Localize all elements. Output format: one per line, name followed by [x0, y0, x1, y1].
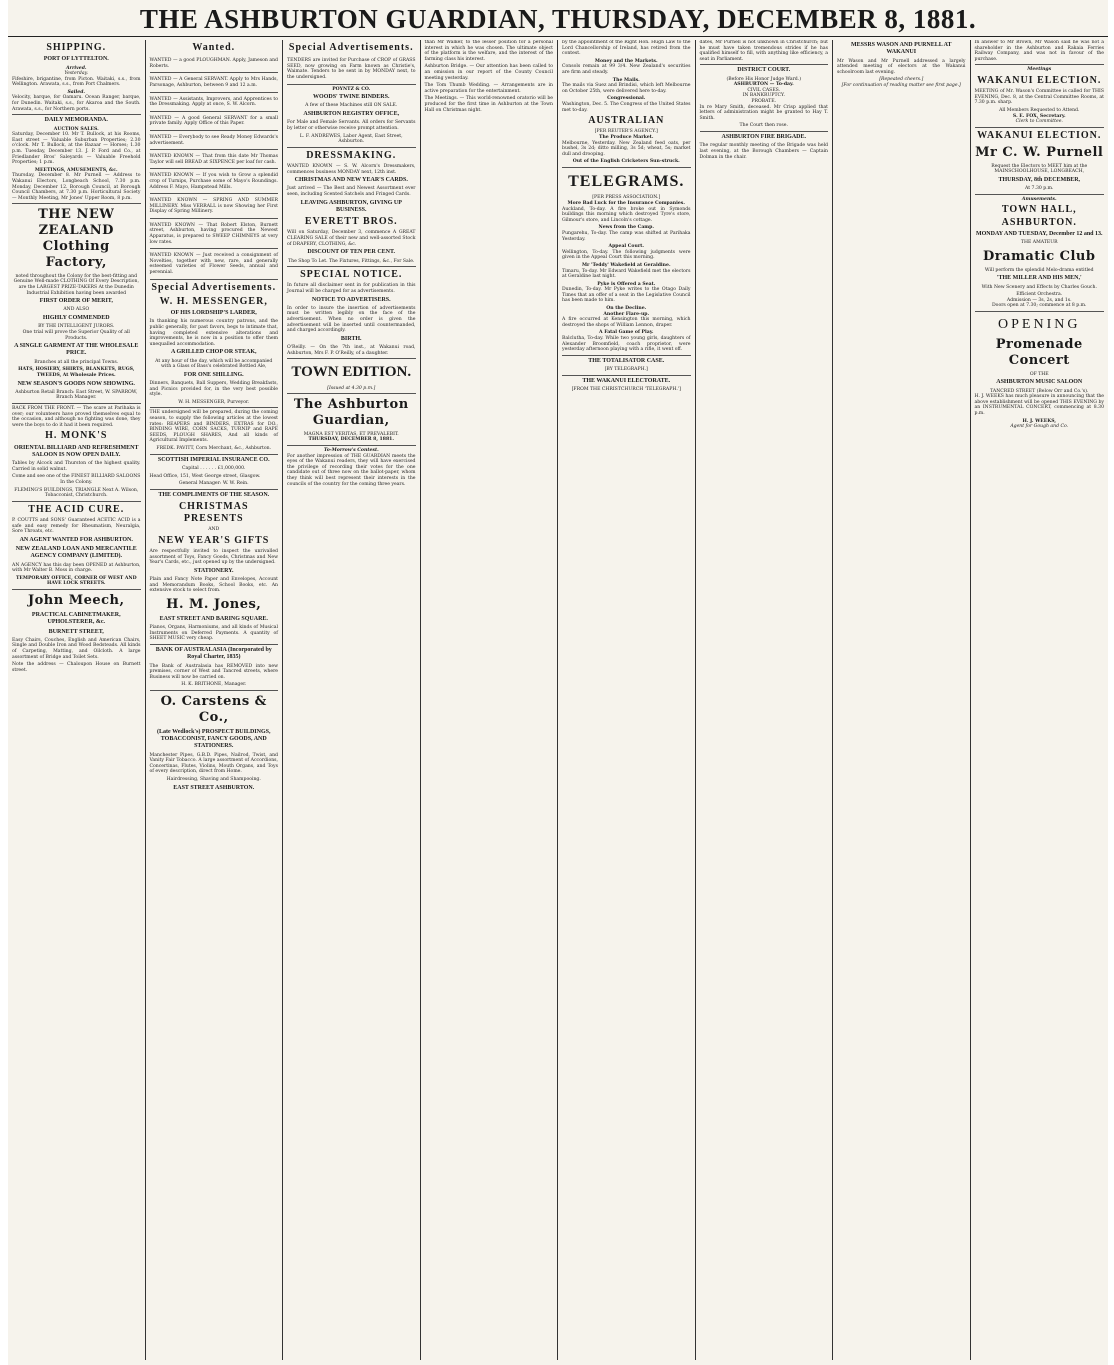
- purnell-text: Request the Electors to MEET him at the MAINSCHOOLHOUSE, LONGBEACH,: [991, 163, 1088, 175]
- undersigned-text: THE undersigned will be prepared, during the coming season, to supply the following articles at the lowest rates: REAPERS and BINDERS, EXTRAS for DO., BINDING WIRE, CORN SACKS, TURNIP and RAPE SEEDS, PLOUGH SHARES, And all kinds of Agricultural Implements.: [149, 410, 278, 444]
- money-text: Consols remain at 99 3/4. New Zealand's securities are firm and steady.: [562, 64, 691, 75]
- flare-text: A fire occurred at Kensington this morning, which destroyed the shops of William Lennon, draper.: [562, 317, 691, 328]
- divider: [287, 266, 416, 267]
- wakanui-electorate-heading: THE WAKANUI ELECTORATE.: [582, 377, 671, 384]
- come-see-text: Come and see one of the FINEST BILLIARD SALOONS In the Colony.: [12, 474, 141, 485]
- dressmaking-heading: DRESSMAKING.: [306, 149, 397, 161]
- pyke-heading: Pyke is Offered a Seat.: [597, 281, 656, 287]
- divider: [700, 131, 829, 132]
- meetings-text: Thursday, December 8. Mr Purnell — Address to Wakanui Electors, Longbeach School, 7.30 p.m. Monday, December 12. Borough Council, at Borough Council Chambers, at 7.30 p.m. Horticultural Society — Monthly Meeting, Mr Jones' Upper Room, 8 p.m.: [12, 173, 141, 201]
- john-meech-heading: John Meech,: [27, 593, 125, 609]
- date-line: THURSDAY, DECEMBER 8, 1881.: [308, 437, 394, 443]
- divider: [700, 64, 829, 65]
- everett-text: Will on Saturday, December 3, commence A GREAT CLEARING SALE of their new and well-assorted Stock of DRAPERY, CLOTHING, &c.: [287, 230, 416, 247]
- column-3: [283, 40, 421, 1360]
- tomorrow-heading: To-Morrow's Contest.: [323, 448, 379, 454]
- divider: [287, 445, 416, 446]
- column-5: [558, 40, 696, 1360]
- court-rose-line: The Court then rose.: [739, 123, 788, 129]
- xmas-cards-text: Just arrived — The Best and Newest Assortment ever seen, including Scented Satchels and Fringed Cards.: [287, 186, 416, 198]
- port-heading: PORT OF LYTTELTON.: [43, 56, 109, 63]
- reuter-label: [PER REUTER'S AGENCY.]: [594, 129, 658, 135]
- divider: [975, 311, 1105, 312]
- clothing-factory-heading: THE NEW ZEALAND Clothing Factory,: [38, 207, 115, 270]
- everett-heading: EVERETT BROS.: [304, 216, 398, 228]
- divider: [12, 589, 141, 590]
- teddy-text: Timaru, To-day. Mr Edward Wakefield met the electors at Geraldine last night.: [562, 268, 691, 280]
- columns: [8, 40, 1108, 1360]
- fire-brigade-heading: ASHBURTON FIRE BRIGADE.: [721, 134, 807, 141]
- divider: [975, 64, 1105, 65]
- fatal-text: Balclutha, To-day. While two young girls, daughters of Alexander Broomfield, coach proprietor, were yesterday afternoon playing with a rifle, it went off.: [562, 336, 691, 353]
- leader-text: For another impression of THE GUARDIAN meets the eyes of the Wakanui readers, they will have exercised the privilege of recording their votes for the one candidate out of three now on the ballot-paper, whom they think will best represent their interests in the councils of the country for the coming three years.: [287, 453, 416, 487]
- coutts-text: P. COUTTS and SONS' Guaranteed ACETIC ACID is a safe and easy remedy for Rheumatism, Neuralgia, Sore Throats, etc.: [12, 517, 141, 535]
- column-4: [421, 40, 559, 1360]
- divider: [12, 203, 141, 204]
- departures-text: Velocity, barque, for Oamaru. Ocean Ranger, barque, for Dunedin. Waitaki, s.s., for Akaroa and the South. Arawata, s.s., for Northern ports.: [12, 95, 141, 112]
- produce-heading: The Produce Market.: [599, 134, 654, 140]
- clothing-text: noted throughout the Colony for the best-fitting and Genuine Well-made CLOTHING Of Every Description, are the LARGEST PRIZE-TAKERS At the Dunedin Industrial Exhibition having been awarded: [13, 273, 139, 296]
- town-edition-heading: TOWN EDITION.: [291, 364, 412, 381]
- xmas-cards-heading: CHRISTMAS AND NEW YEAR'S CARDS.: [294, 177, 408, 184]
- carstens-heading: O. Carstens & Co.,: [160, 694, 267, 725]
- thursday-line: THURSDAY, 8th DECEMBER,: [998, 176, 1081, 183]
- new-year-heading: NEW YEAR'S GIFTS: [158, 535, 270, 546]
- auction-text: Saturday, December 10. Mr T. Bullock, at his Rooms, East street — Valuable Suburban Properties; 2.30 o'clock. Mr T. Bullock, at the Bazaar — Horses; 1.30 p.m. Tuesday, December 13. J. P. Ford and Co., at Friedlander Bros' Saleyards — Valuable Freehold Properties; 1 p.m.: [12, 132, 141, 166]
- wason-purnell-heading: MESSRS WASON AND PURNELL AT WAKANUI: [851, 42, 952, 56]
- divider: [150, 489, 279, 490]
- fatal-heading: A Fatal Game of Play.: [599, 330, 654, 336]
- meech-title: PRACTICAL CABINETMAKER, UPHOLSTERER, &c.: [31, 611, 121, 626]
- cricketers-heading: Out of the English Cricketers Sun-struck.: [572, 159, 680, 165]
- carstens-sub: (Late Wedlock's) PROSPECT BUILDINGS, TOBACCONIST, FANCY GOODS, AND STATIONERS.: [157, 728, 271, 750]
- divider: [562, 167, 691, 168]
- sailed-heading: Sailed.: [67, 89, 86, 95]
- memoranda-heading: DAILY MEMORANDA.: [44, 117, 108, 124]
- agency-text: AN AGENCY has this day been OPENED at Ashburton, with Mr Walter B. Moss in charge.: [12, 562, 141, 574]
- judges-label: BY THE INTELLIGENT JURORS.: [38, 324, 115, 330]
- wanted-ad: WANTED KNOWN — That from this date Mr Thomas Taylor will sell BREAD at SIXPENCE per loaf for cash.: [150, 152, 279, 169]
- district-court-heading: DISTRICT COURT.: [737, 67, 791, 74]
- auction-heading: AUCTION SALES.: [53, 126, 99, 132]
- motto: MAGNA EST VERITAS, ET PREVALEBIT.: [303, 431, 399, 437]
- wanted-ad: WANTED — a good PLOUGHMAN. Apply, Jameson and Roberts.: [150, 56, 279, 73]
- wanted-ad: WANTED KNOWN — If you wish to Grow a splendid crop of Turnips, Purchase some of Mayo's Roundings. Address F. Mayo, Hampstead Mills.: [150, 171, 279, 194]
- weeks-signature: H. J. WEEKS,: [1022, 418, 1056, 424]
- special-ads-heading: Special Advertisements.: [151, 281, 277, 293]
- purnell-heading: Mr C. W. Purnell: [975, 144, 1104, 160]
- yesterday-label: Yesterday.: [64, 71, 89, 77]
- bank-heading: BANK OF AUSTRALASIA (Incorporated by Royal Charter, 1835): [155, 647, 272, 661]
- scottish-heading: SCOTTISH IMPERIAL INSURANCE CO.: [157, 456, 270, 463]
- bad-luck-heading: More Bad Luck for the Insurance Companies.: [567, 200, 685, 206]
- clerk-line: Clerk to Committee.: [1015, 119, 1063, 125]
- fox-signature: S. E. FOX, Secretary.: [1012, 113, 1066, 119]
- poyntz-line: POYNTZ & CO.: [332, 86, 371, 92]
- wanted-ad: WANTED — Everybody to see Ready Money Edwards's advertisement.: [150, 133, 279, 150]
- bridge-text: Ashburton Bridge. — Our attention has been called to an omission in our report of the County Council meeting yesterday.: [424, 64, 553, 81]
- notice-advertisers-heading: NOTICE TO ADVERTISERS.: [311, 296, 391, 303]
- probate-heading: PROBATE.: [751, 99, 777, 105]
- australian-heading: AUSTRALIAN: [588, 115, 665, 127]
- press-label: [PER PRESS ASSOCIATION.]: [592, 195, 661, 201]
- telegrams-heading: TELEGRAMS.: [568, 172, 685, 190]
- agent-heading: AN AGENT WANTED FOR ASHBURTON.: [19, 536, 133, 543]
- carstens-text: Manchester Pipes, G.B.D. Pipes, Nailrod, Twist, and Vanity Fair Tobacco. A large assortment of Accordions, Concertinas, Flutes, Violins, Mouth Organs, and Toys of every description, direct from Home.: [149, 752, 278, 775]
- messiah-text: The Meetings. — This world-renowned oratorio will be produced for the first time in Ashburton at the Town Hall on Christmas night.: [424, 96, 553, 113]
- column-7: [833, 40, 971, 1360]
- wakanui-election-heading: WAKANUI ELECTION.: [977, 74, 1102, 86]
- notice-advertisers-text: In order to insure the insertion of advertisements must be written legibly on the face of the advertisement. When no order is given the advertisement will be inserted until countermanded, and charged accordingly.: [287, 305, 416, 334]
- divider: [12, 501, 141, 502]
- divider: [975, 127, 1105, 128]
- congress-text: Washington, Dec. 5. The Congress of the United States met to-day.: [562, 101, 691, 113]
- meech-text: Easy Chairs, Couches, English and American Chairs, Single and Double Iron and Wood Bedsteads. All kinds of Carpeting, Matting, and Oilcloth. A large assortment of Bridge and Toilet Sets.: [12, 637, 141, 660]
- and-also-label: AND ALSO: [63, 307, 90, 313]
- appeal-heading: Appeal Court.: [608, 244, 644, 250]
- divider: [150, 407, 279, 408]
- miller-title: 'THE MILLER AND HIS MEN,': [996, 275, 1082, 282]
- by-telegraph-label: [BY TELEGRAPH.]: [604, 367, 648, 373]
- single-garment-heading: A SINGLE GARMENT AT THE WHOLESALE PRICE.: [14, 343, 139, 357]
- acid-cure-heading: THE ACID CURE.: [28, 503, 125, 515]
- dinners-text: Dinners, Banquets, Ball Suppers, Wedding Breakfasts, and Picnics provided for, in the very best possible style.: [149, 381, 278, 398]
- buildings-text: FLEMING'S BUILDINGS, TRIANGLE Next A. Wilson, Tobacconist, Christchurch.: [14, 487, 139, 499]
- compliments-heading: THE COMPLIMENTS OF THE SEASON.: [158, 491, 270, 498]
- shipping-heading: SHIPPING.: [46, 42, 107, 53]
- of-the-label: OF THE: [1029, 371, 1049, 377]
- newspaper-page: [8, 0, 1108, 1365]
- one-shilling: FOR ONE SHILLING.: [183, 371, 244, 378]
- issued-label: [Issued at 4.30 p.m.]: [327, 385, 376, 391]
- masthead-rule: [8, 36, 1108, 37]
- burnett-street: BURNETT STREET,: [48, 628, 104, 635]
- money-heading: Money and the Markets.: [594, 58, 658, 64]
- back-front-text: BACK FROM THE FRONT. — The scare at Parihaka is over; our volunteers have proved themselves equal to the occasion, and although no fighting was done, they were the boys to do it had it been required.: [12, 406, 141, 428]
- hm-jones-heading: H. M. Jones,: [166, 597, 262, 613]
- committee-meeting-text: MEETING of Mr. Wason's Committee is called for THIS EVENING, Dec. 8, at the Central Committee Rooms, at 7.30 p.m. sharp.: [974, 89, 1104, 106]
- temp-office-text: TEMPORARY OFFICE, CORNER OF WEST AND HAVE LOCK STREETS.: [15, 575, 137, 587]
- and-label: AND: [208, 527, 220, 533]
- goods-text: HATS, HOSIERY, SHIRTS, BLANKETS, RUGS, TWEEDS, At Wholesale Prices.: [18, 367, 135, 378]
- congress-heading: Congressional.: [607, 96, 646, 102]
- answer-text: In answer to Mr Brown, Mr Wason said he was not a shareholder in the Ashburton and Rakaia Ferries Railway Company, and was not in favour of the purchase.: [974, 40, 1104, 62]
- camp-heading: News from the Camp.: [598, 225, 654, 231]
- purveyor-line: W. H. MESSENGER, Purveyor.: [178, 399, 250, 405]
- club-text: Will perform the splendid Melo-drama entitled: [984, 267, 1094, 273]
- christmas-text: Are respectfully invited to inspect the unrivalled assortment of Toys, Fancy Goods, Christmas and New Year's Cards, etc., just opened up by the undersigned.: [149, 549, 278, 566]
- tenders-ad: TENDERS are invited for Purchase of CROP of GRASS SEED, now growing on Farm known as Christie's, Waimate. Tenders to be sent in by MONDAY next, to the undersigned.: [287, 56, 416, 84]
- divider: [562, 355, 691, 356]
- first-order-heading: FIRST ORDER OF MERIT,: [39, 298, 113, 305]
- decline-heading: On the Decline.: [606, 306, 647, 312]
- probate-text: In re Mary Smith, deceased. Mr Crisp applied that letters of administration might be granted to Hay T. Smith.: [699, 104, 828, 121]
- scenery-text: With New Scenery and Effects by Charles Gouch.: [981, 284, 1097, 290]
- wanted-ad: WANTED — Assistants, Improvers, and Apprentices to the Dressmaking. Apply at once, S. W. Alcorn.: [150, 95, 279, 112]
- divider: [12, 403, 141, 404]
- ashburton-dateline: ASHBURTON — To-day.: [733, 82, 794, 88]
- pavitt-line: FREDK. PAVITT, Corn Merchant, &c., Ashburton.: [156, 446, 272, 452]
- cable-continued: by the appointment of the Right Hon. Hugh Law to the Lord Chancellorship of Ireland, has retired from the contest.: [562, 40, 691, 57]
- messenger-heading: W. H. MESSENGER,: [159, 295, 268, 307]
- christmas-heading: CHRISTMAS PRESENTS: [178, 501, 249, 525]
- divider: [562, 375, 691, 376]
- mails-text: The mails via Suez and Brindisi, which left Melbourne on October 25th, were delivered here to-day.: [562, 83, 691, 94]
- divider: [975, 194, 1105, 195]
- birth-text: O'Reilly. — On the 7th inst., at Wakanui road, Ashburton, Mrs F. P. O'Reilly, of a daughter.: [287, 345, 416, 356]
- all-members-line: All Members Requested to Attend.: [999, 107, 1080, 113]
- from-christchurch-label: [FROM THE CHRISTCHURCH 'TELEGRAPH.']: [571, 387, 681, 393]
- twine-text: A few of these Machines still ON SALE.: [305, 103, 398, 109]
- wanted-heading: Wanted.: [192, 42, 236, 53]
- agent-line: Agent for Gough and Co.: [1010, 424, 1069, 430]
- divider: [287, 147, 416, 148]
- fixtures-text: The Shop To Let. The Fixtures, Fittings, &c., For Sale.: [288, 258, 415, 264]
- arrived-heading: Arrived.: [65, 65, 87, 71]
- wakanui-election-heading-2: WAKANUI ELECTION.: [977, 129, 1102, 141]
- special-ads-heading: Special Advertisements.: [288, 42, 414, 53]
- bank-text: The Bank of Australasia has REMOVED into new premises, corner of West and Tancred streets, where Business will now be carried on.: [149, 663, 278, 680]
- fire-text: Auckland, To-day. A fire broke out in Symonds buildings this morning which destroyed Tyre's store, Gilmour's store, and Lincoln's cottage.: [562, 206, 691, 223]
- opening-heading: OPENING: [998, 316, 1081, 332]
- town-hall-heading: TOWN HALL, ASHBURTON.: [1001, 204, 1077, 228]
- fire-brigade-text: The regular monthly meeting of the Brigade was held last evening, at the Borough Chambers — Captain Dolman in the chair.: [699, 143, 828, 160]
- birth-heading: BIRTH.: [340, 335, 362, 342]
- divider: [287, 358, 416, 359]
- civil-heading: CIVIL CASES.: [747, 87, 781, 93]
- promenade-heading: Promenade Concert: [995, 336, 1083, 368]
- highly-commended-heading: HIGHLY COMMENDED: [42, 315, 110, 321]
- meech-notice: Note the address — Chaloupon House on Burnett street.: [12, 662, 141, 673]
- messenger-sub: OF HIS LORDSHIP'S LARDER,: [170, 310, 257, 316]
- column-8: [971, 40, 1109, 1360]
- meetings-heading: MEETINGS, AMUSEMENTS, &c.: [34, 167, 118, 173]
- jones-address: EAST STREET AND BARING SQUARE.: [159, 615, 268, 622]
- carstens-address: EAST STREET ASHBURTON.: [173, 784, 255, 791]
- leader-continued: than Mr Walker, to the lesser position for a personal interest in which he was chosen. The ultimate object of the platform is the welfare, and the interest of the farming class his interest.: [424, 40, 553, 62]
- divider: [150, 644, 279, 645]
- tom-thumb-text: The Tom Thumb Wedding. — Arrangements are in active preparation for the entertainment.: [424, 83, 553, 94]
- trial-text: One trial will prove the Superior Quality of all Products.: [22, 329, 130, 341]
- divider: [150, 690, 279, 691]
- discount-heading: DISCOUNT OF TEN PER CENT.: [307, 249, 396, 256]
- pyke-text: Dunedin, To-day. Mr Pyke writes to the Otago Daily Times that an offer of a seat in the Legislative Council has been made to him.: [562, 287, 691, 304]
- wanted-ad: WANTED — A good General SERVANT for a small private family. Apply Office of this Paper.: [150, 114, 279, 131]
- saloon-heading: ASHBURTON MUSIC SALOON: [996, 379, 1083, 386]
- monday-line: MONDAY AND TUESDAY, December 12 and 13.: [975, 230, 1103, 237]
- capital-line: Capital . . . . . . £1,000,000.: [182, 465, 246, 471]
- wason-text: Mr Wason and Mr Purnell addressed a largely attended meeting of electors at the Wakanui schoolroom last evening.: [837, 58, 966, 75]
- dressmaking-text: WANTED KNOWN — S. W. Alcorn's Dressmakers, commences business MONDAY next, 12th inst.: [287, 163, 416, 175]
- before-label: (Before His Honor Judge Ward.): [726, 76, 801, 82]
- column-1: [8, 40, 146, 1360]
- registry-heading: ASHBURTON REGISTRY OFFICE,: [303, 111, 400, 118]
- weeks-text: H. J. WEEKS has much pleasure in announcing that the above establishment will be opened THIS EVENING by an INSTRUMENTAL CONCERT, commencing at 8.30 p.m.: [974, 394, 1104, 416]
- new-season-heading: NEW SEASON'S GOODS NOW SHOWING.: [17, 380, 135, 387]
- tancred-line: TANCRED STREET (Below Orr and Co.'s).: [990, 388, 1089, 394]
- bankruptcy-heading: IN BANKRUPTCY.: [742, 93, 785, 99]
- mails-heading: The Mails.: [612, 77, 640, 83]
- produce-text: Melbourne, Yesterday. New Zealand feed oats, per bushel, 3s 2d; ditto milling, 3s 5d; wheat, 5s; market dull and drooping.: [562, 140, 691, 157]
- admission-line: Admission — 3s, 2s, and 1s.: [1006, 297, 1072, 303]
- jones-text: Pianos, Organs, Harmoniums, and all kinds of Musical Instruments on Deferred Payments. A quantity of SHEET MUSIC very cheap.: [149, 625, 278, 642]
- arrivals-text: Fifeshire, brigantine, from Picton. Waitaki, s.s., from Wellington. Arawata, s.s., from Port Chalmers.: [12, 76, 141, 88]
- registry-text: For Male and Female Servants. All orders for Servants by letter or otherwise receive prompt attention.: [287, 120, 416, 131]
- messenger-text: In thanking his numerous country patrons, and the public generally, for past favors, begs to intimate that, having completed extensive alterations and improvements, he is now in a position to offer them unequalled accommodation.: [149, 319, 278, 347]
- tables-text: Tables by Alcock and Thurston of the highest quality. Carried in solid walnut.: [12, 461, 141, 472]
- electorate-continued: dates, Mr Purnell is not unknown in Christchurch; but he must have taken tremendous strides if he has qualified himself to fill, with anything like efficiency, a seat in Parliament.: [699, 40, 828, 62]
- bank-manager: H. K. BRITHONE, Manager.: [181, 682, 247, 688]
- divider: [12, 114, 141, 115]
- grilled-text: At any hour of the day, which will be accompanied with a Glass of Bass's celebrated Bottled Ale,: [155, 358, 273, 370]
- stationery-text: Plain and Fancy Note Paper and Envelopes, Account and Memorandum Books, School Books, etc. An extensive stock to select from.: [149, 577, 278, 594]
- hairdressing-line: Hairdressing, Shaving and Shampooing.: [166, 777, 261, 783]
- cheers-note: [Repeated cheers.]: [879, 77, 924, 83]
- doors-line: Doors open at 7.30; commence at 8 p.m.: [992, 303, 1087, 309]
- divider: [150, 454, 279, 455]
- camp-text: Pungarehu, To-day. The camp was shifted at Parihaka Yesterday.: [562, 230, 691, 242]
- leaving-heading: LEAVING ASHBURTON, GIVING UP BUSINESS.: [300, 199, 402, 213]
- head-office-line: Head Office, 151, West George street, Glasgow.: [149, 473, 261, 479]
- amateur-label: THE AMATEUR: [1020, 240, 1058, 246]
- manager-line: General Manager: W. W. Rein.: [178, 481, 249, 487]
- orchestra-line: Efficient Orchestra.: [1016, 292, 1063, 298]
- column-2: [146, 40, 284, 1360]
- wanted-ad: WANTED KNOWN — Just received a consignment of Novelties, together with new, rare, and generally esteemed varieties of Flower Seeds, annual and perennial.: [150, 251, 279, 279]
- special-notice-heading: SPECIAL NOTICE.: [300, 269, 403, 281]
- nz-loan-heading: NEW ZEALAND LOAN AND MERCANTILE AGENCY COMPANY (LIMITED).: [15, 546, 137, 560]
- branch-line: Ashburton Retail Branch: East Street, W. SPARROW, Branch Manager.: [15, 389, 138, 401]
- teddy-heading: Mr 'Teddy' Wakefield at Geraldine.: [581, 262, 671, 268]
- andrewes-line: L. F. ANDREWES, Labor Agent, East Street, Ashburton.: [299, 133, 403, 145]
- totalisator-heading: THE TOTALISATOR CASE.: [588, 357, 665, 364]
- divider: [287, 393, 416, 394]
- branches-text: Branches at all the principal Towns.: [34, 359, 119, 365]
- wanted-ad: WANTED KNOWN — SPRING AND SUMMER MILLINERY. Miss VERRALL is now Showing her First Display of Spring Millinery.: [150, 196, 279, 219]
- time-line: At 7.30 p.m.: [1025, 186, 1054, 192]
- stationery-heading: STATIONERY.: [193, 567, 234, 574]
- appeal-text: Wellington, To-day. The following judgments were given in the Appeal Court this morning.: [562, 249, 691, 261]
- column-6: [696, 40, 834, 1360]
- guardian-title: The Ashburton Guardian,: [293, 397, 409, 429]
- meetings-heading: Meetings: [1027, 67, 1052, 73]
- monks-heading: H. MONK'S: [45, 430, 108, 442]
- continuation-note: [For continuation of reading matter see first page.]: [841, 83, 961, 88]
- wanted-ad: WANTED KNOWN — That Robert Elston, Burnett street, Ashburton, having procured the Newest Apparatus, is prepared to SWEEP CHIMNEYS at very low rates.: [150, 221, 279, 249]
- flare-heading: Another Flare-up.: [603, 311, 650, 317]
- special-notice-text: In future all disclaimer sent in for publication in this Journal will be charged for as advertisements.: [287, 283, 416, 294]
- dramatic-club-heading: Dramatic Club: [983, 248, 1096, 264]
- billiard-heading: ORIENTAL BILLIARD AND REFRESHMENT SALOON IS NOW OPEN DAILY.: [14, 444, 139, 458]
- wanted-ad: WANTED — A General SERVANT. Apply to Mrs Hands, Parsonage, Ashburton, between 9 and 12 a.m.: [150, 75, 279, 92]
- masthead: THE ASHBURTON GUARDIAN, THURSDAY, DECEMBER 8, 1881.: [139, 4, 977, 34]
- grilled-heading: A GRILLED CHOP OR STEAK,: [170, 349, 257, 356]
- twine-heading: WOODS' TWINE BINDERS.: [313, 94, 390, 101]
- amusements-heading: Amusements.: [1021, 196, 1057, 202]
